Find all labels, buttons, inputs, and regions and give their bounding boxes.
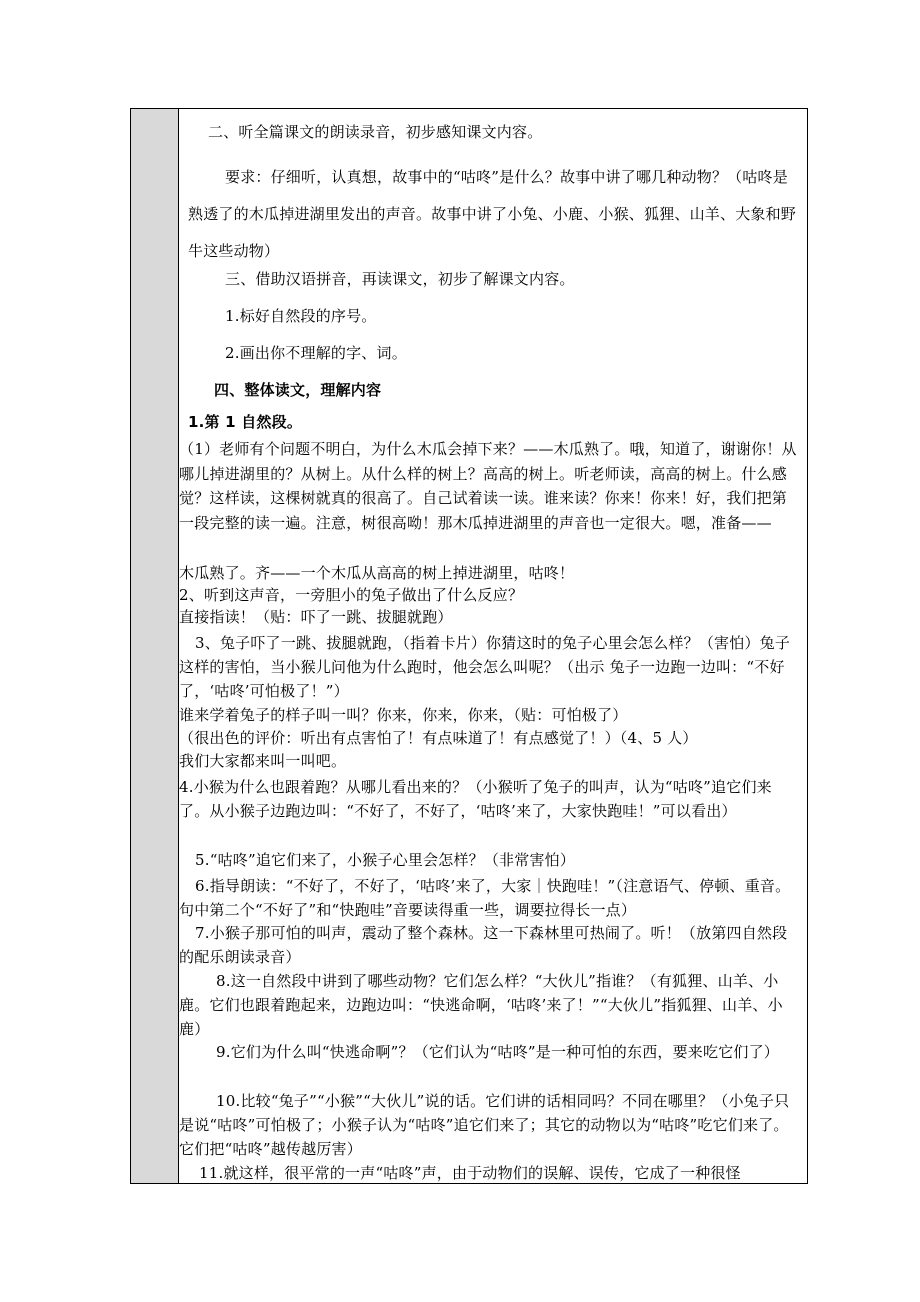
paragraph: 谁来学着兔子的样子叫一叫？你来，你来，你来，（贴：可怕极了）: [179, 706, 628, 724]
paragraph: 2、听到这声音，一旁胆小的兔子做出了什么反应？: [179, 586, 524, 604]
left-shaded-column: [131, 109, 179, 1183]
paragraph: 10.比较“兔子”“小猴”“大伙儿”说的话。它们讲的话相同吗？不同在哪里？（小兔子只是说“咕咚”可怕极了；小猴子认为“咕咚”追它们来了；其它的动物以为“咕咚”吃它们来了。它们把“咕咚”越传越厉害）: [179, 1092, 790, 1158]
paragraph: （1）老师有个问题不明白，为什么木瓜会掉下来？——木瓜熟了。哦，知道了，谢谢你！从哪儿掉进湖里的？从树上。从什么样的树上？高高的树上。听老师读，高高的树上。什么感觉？这样读，这棵树就真的很高了。自己试着读一读。谁来读？你来！你来！好，我们把第一段完整的读一遍。注意，树很高呦！那木瓜掉进湖里的声音也一定很大。嗯，准备——: [179, 440, 797, 532]
paragraph: 1.标好自然段的序号。: [225, 307, 377, 325]
paragraph: 7.小猴子那可怕的叫声，震动了整个森林。这一下森林里可热闹了。听！（放第四自然段的配乐朗读录音）: [179, 924, 788, 966]
paragraph: 直接指读！（贴：吓了一跳、拔腿就跑）: [179, 608, 453, 626]
paragraph: 我们大家都来叫一叫吧。: [179, 752, 347, 770]
section-heading: 四、整体读文，理解内容: [214, 381, 382, 399]
paragraph: 8.这一自然段中讲到了哪些动物？它们怎么样？“大伙儿”指谁？（有狐狸、山羊、小鹿。它们也跟着跑起来，边跑边叫：“快逃命啊，‘咕咚’来了！”“大伙儿”指狐狸、山羊、小鹿）: [179, 972, 783, 1038]
paragraph: 11.就这样，很平常的一声“咕咚”声，由于动物们的误解、误传，它成了一种很怪: [199, 1164, 741, 1182]
paragraph: 木瓜熟了。齐——一个木瓜从高高的树上掉进湖里，咕咚！: [179, 564, 575, 582]
paragraph: 要求：仔细听，认真想，故事中的“咕咚”是什么？故事中讲了哪几种动物？（咕咚是熟透了的木瓜掉进湖里发出的声音。故事中讲了小兔、小鹿、小猴、狐狸、山羊、大象和野牛这些动物）: [188, 168, 797, 260]
paragraph: （很出色的评价：听出有点害怕了！有点味道了！有点感觉了！）（4、5 人）: [179, 729, 698, 747]
paragraph: 3、兔子吓了一跳、拔腿就跑，（指着卡片）你猜这时的兔子心里会怎么样？（害怕）兔子这样的害怕，当小猴儿问他为什么跑时，他会怎么叫呢？（出示 兔子一边跑一边叫：“不好了，‘咕咚’可怕极了！”）: [179, 634, 791, 700]
paragraph: 三、借助汉语拼音，再读课文，初步了解课文内容。: [225, 270, 575, 288]
paragraph: 5.“咕咚”追它们来了，小猴子心里会怎样？（非常害怕）: [195, 851, 576, 869]
paragraph: 4.小猴为什么也跟着跑？从哪儿看出来的？（小猴听了兔子的叫声，认为“咕咚”追它们来了。从小猴子边跑边叫：“不好了，不好了，‘咕咚’来了，大家快跑哇！”可以看出）: [179, 778, 772, 820]
paragraph: 9.它们为什么叫“快逃命啊”？（它们认为“咕咚”是一种可怕的东西，要来吃它们了）: [216, 1043, 779, 1061]
paragraph: 2.画出你不理解的字、词。: [225, 344, 407, 362]
paragraph: 6.指导朗读：“不好了，不好了，‘咕咚’来了，大家｜快跑哇！”（注意语气、停顿、重音。句中第二个“不好了”和“快跑哇”音要读得重一些，调要拉得长一点）: [179, 877, 791, 919]
paragraph: 二、听全篇课文的朗读录音，初步感知课文内容。: [208, 123, 543, 141]
lesson-plan-table: [130, 108, 808, 1184]
subsection-heading: 1.第 1 自然段。: [188, 413, 303, 431]
